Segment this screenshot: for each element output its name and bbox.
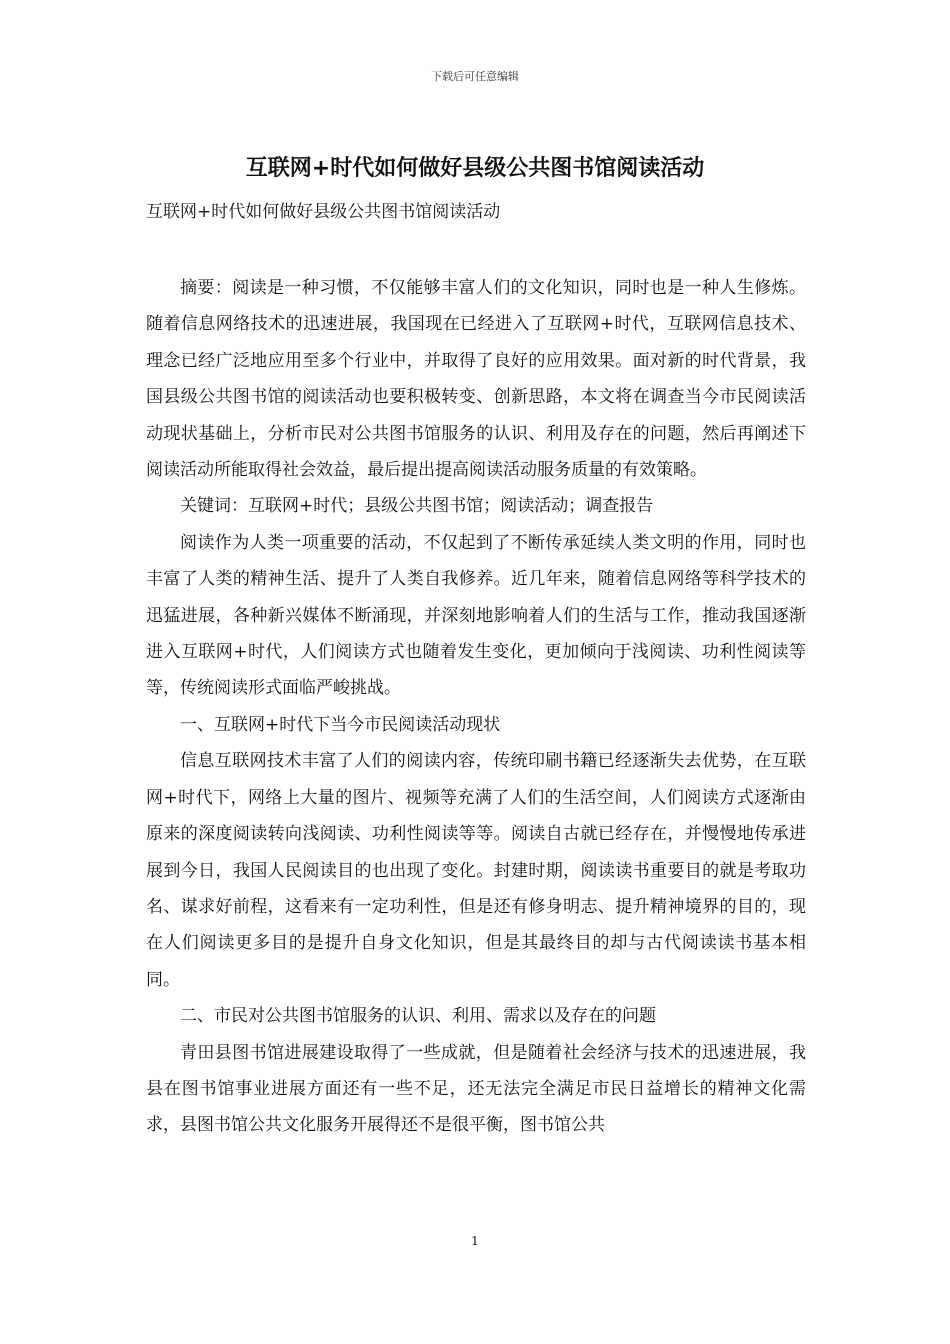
- intro-paragraph: 阅读作为人类一项重要的活动，不仅起到了不断传承延续人类文明的作用，同时也丰富了人类的精神生活、提升了人类自我修养。近几年来，随着信息网络等科学技术的迅猛进展，各种新兴媒体不断涌现，并深刻地影响着人们的生活与工作，推动我国逐渐进入互联网+时代，人们阅读方式也随着发生变化，更加倾向于浅阅读、功利性阅读等等，传统阅读形式面临严峻挑战。: [146, 532, 806, 699]
- document-subtitle: 互联网+时代如何做好县级公共图书馆阅读活动: [146, 202, 501, 222]
- section-1-paragraph: 信息互联网技术丰富了人们的阅读内容，传统印刷书籍已经逐渐失去优势，在互联网+时代下，网络上大量的图片、视频等充满了人们的生活空间，人们阅读方式逐渐由原来的深度阅读转向浅阅读、功利性阅读等等。阅读自古就已经存在，并慢慢地传承进展到今日，我国人民阅读目的也出现了变化。封建时期，阅读读书重要目的就是考取功名、谋求好前程，这看来有一定功利性，但是还有修身明志、提升精神境界的目的，现在人们阅读更多目的是提升自身文化知识，但是其最终目的却与古代阅读读书基本相同。: [146, 751, 806, 990]
- header-note: 下载后可任意编辑: [431, 70, 519, 83]
- section-heading-1: 一、互联网+时代下当今市民阅读活动现状: [180, 714, 501, 735]
- document-title: 互联网+时代如何做好县级公共图书馆阅读活动: [245, 156, 705, 181]
- abstract-paragraph: 摘要：阅读是一种习惯，不仅能够丰富人们的文化知识，同时也是一种人生修炼。随着信息网络技术的迅速进展，我国现在已经进入了互联网+时代，互联网信息技术、理念已经广泛地应用至多个行业中，并取得了良好的应用效果。面对新的时代背景，我国县级公共图书馆的阅读活动也要积极转变、创新思路，本文将在调查当今市民阅读活动现状基础上，分析市民对公共图书馆服务的认识、利用及存在的问题，然后再阐述下阅读活动所能取得社会效益，最后提出提高阅读活动服务质量的有效策略。: [146, 278, 806, 481]
- section-2-paragraph: 青田县图书馆进展建设取得了一些成就，但是随着社会经济与技术的迅速进展，我县在图书馆事业进展方面还有一些不足，还无法完全满足市民日益增长的精神文化需求，县图书馆公共文化服务开展得还不是很平衡，图书馆公共: [146, 1042, 806, 1136]
- document-body: [146, 270, 806, 1144]
- keywords-paragraph: 关键词：互联网+时代；县级公共图书馆；阅读活动；调查报告: [180, 496, 654, 517]
- section-heading-2: 二、市民对公共图书馆服务的认识、利用、需求以及存在的问题: [180, 1006, 656, 1027]
- page-number: 1: [471, 1234, 479, 1248]
